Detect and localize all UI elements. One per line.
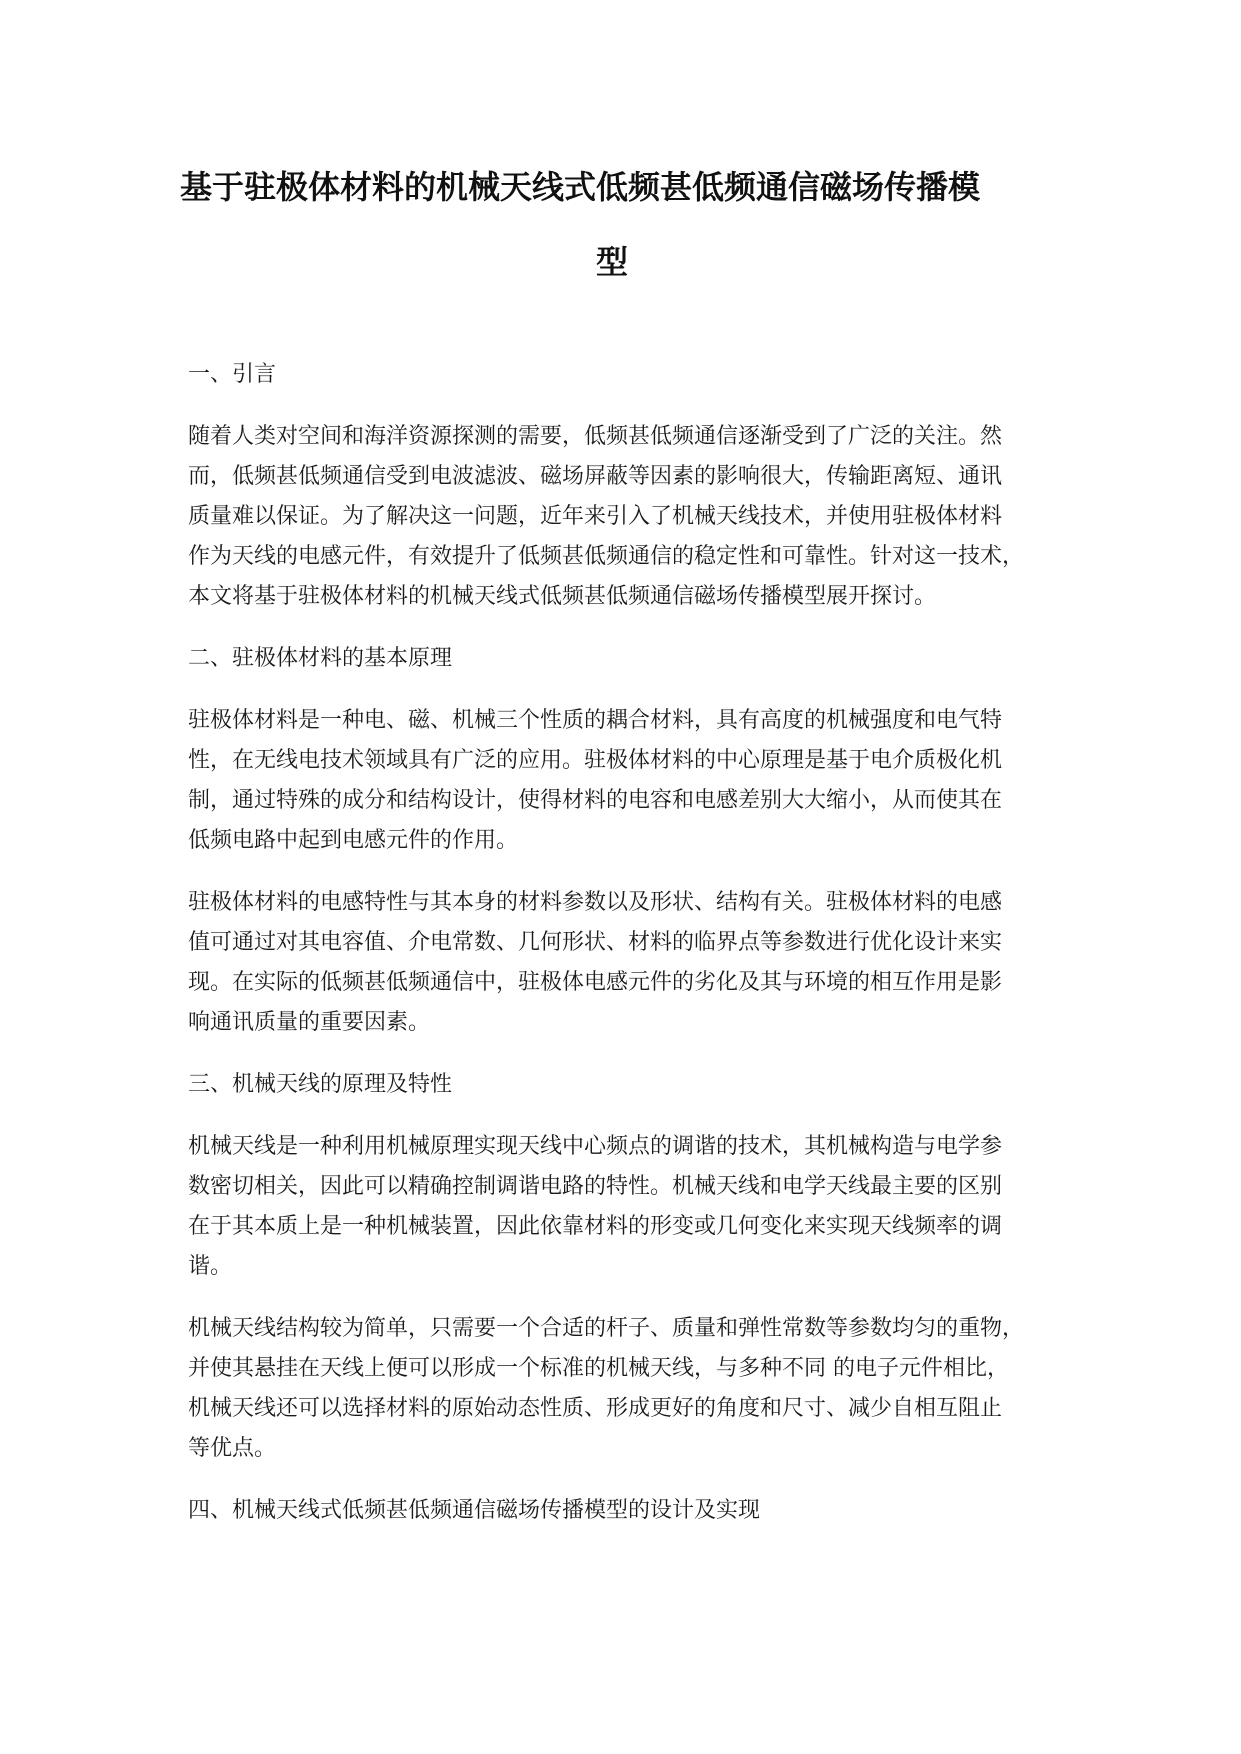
- paragraph: [188, 1309, 1068, 1469]
- paragraph: [188, 701, 1068, 861]
- paragraph-line: 响通讯质量的重要因素。: [188, 1010, 431, 1035]
- title-line-1: 基于驻极体材料的机械天线式低频甚低频通信磁场传播模: [180, 168, 981, 206]
- paragraph-line: 现。在实际的低频甚低频通信中，驻极体电感元件的劣化及其与环境的相互作用是影: [188, 970, 1003, 995]
- paragraph-line: 驻极体材料的电感特性与其本身的材料参数以及形状、结构有关。驻极体材料的电感: [188, 890, 1003, 915]
- paragraph-line: 谐。: [188, 1254, 233, 1279]
- paragraph-line: 机械天线是一种利用机械原理实现天线中心频点的调谐的技术，其机械构造与电学参: [188, 1134, 1003, 1159]
- paragraph-line: 值可通过对其电容值、介电常数、几何形状、材料的临界点等参数进行优化设计来实: [188, 930, 1003, 955]
- paragraph: [188, 1127, 1068, 1287]
- paragraph-line: 在于其本质上是一种机械装置，因此依靠材料的形变或几何变化来实现天线频率的调: [188, 1214, 1003, 1239]
- paragraph: [188, 417, 1068, 617]
- paragraph: [188, 883, 1068, 1043]
- paragraph-line: 等优点。: [188, 1436, 277, 1461]
- paragraph-line: 驻极体材料是一种电、磁、机械三个性质的耦合材料，具有高度的机械强度和电气特: [188, 708, 1003, 733]
- paragraph-line: 机械天线结构较为简单，只需要一个合适的杆子、质量和弹性常数等参数均匀的重物，: [188, 1316, 1025, 1341]
- section-heading-intro: 一、引言: [188, 362, 277, 387]
- paragraph-line: 本文将基于驻极体材料的机械天线式低频甚低频通信磁场传播模型展开探讨。: [188, 584, 937, 609]
- document-body: [188, 355, 1068, 1531]
- paragraph-line: 并使其悬挂在天线上便可以形成一个标准的机械天线，与多种不同 的电子元件相比，: [188, 1356, 1009, 1381]
- paragraph-line: 制，通过特殊的成分和结构设计，使得材料的电容和电感差别大大缩小，从而使其在: [188, 788, 1003, 813]
- paragraph-line: 低频电路中起到电感元件的作用。: [188, 828, 519, 853]
- paragraph-line: 数密切相关，因此可以精确控制调谐电路的特性。机械天线和电学天线最主要的区别: [188, 1174, 1003, 1199]
- paragraph-line: 而，低频甚低频通信受到电波滤波、磁场屏蔽等因素的影响很大，传输距离短、通讯: [188, 464, 1003, 489]
- section-heading-mechanical-antenna: 三、机械天线的原理及特性: [188, 1072, 453, 1097]
- document-title: [180, 168, 1060, 281]
- paragraph-line: 随着人类对空间和海洋资源探测的需要，低频甚低频通信逐渐受到了广泛的关注。然: [188, 424, 1003, 449]
- title-line-2: 型: [596, 243, 629, 281]
- section-heading-model-design: 四、机械天线式低频甚低频通信磁场传播模型的设计及实现: [188, 1498, 761, 1523]
- section-heading-electret-principle: 二、驻极体材料的基本原理: [188, 646, 453, 671]
- paragraph-line: 质量难以保证。为了解决这一问题，近年来引入了机械天线技术，并使用驻极体材料: [188, 504, 1003, 529]
- paragraph-line: 机械天线还可以选择材料的原始动态性质、形成更好的角度和尺寸、减少自相互阻止: [188, 1396, 1003, 1421]
- paragraph-line: 性，在无线电技术领域具有广泛的应用。驻极体材料的中心原理是基于电介质极化机: [188, 748, 1003, 773]
- paragraph-line: 作为天线的电感元件，有效提升了低频甚低频通信的稳定性和可靠性。针对这一技术，: [188, 544, 1025, 569]
